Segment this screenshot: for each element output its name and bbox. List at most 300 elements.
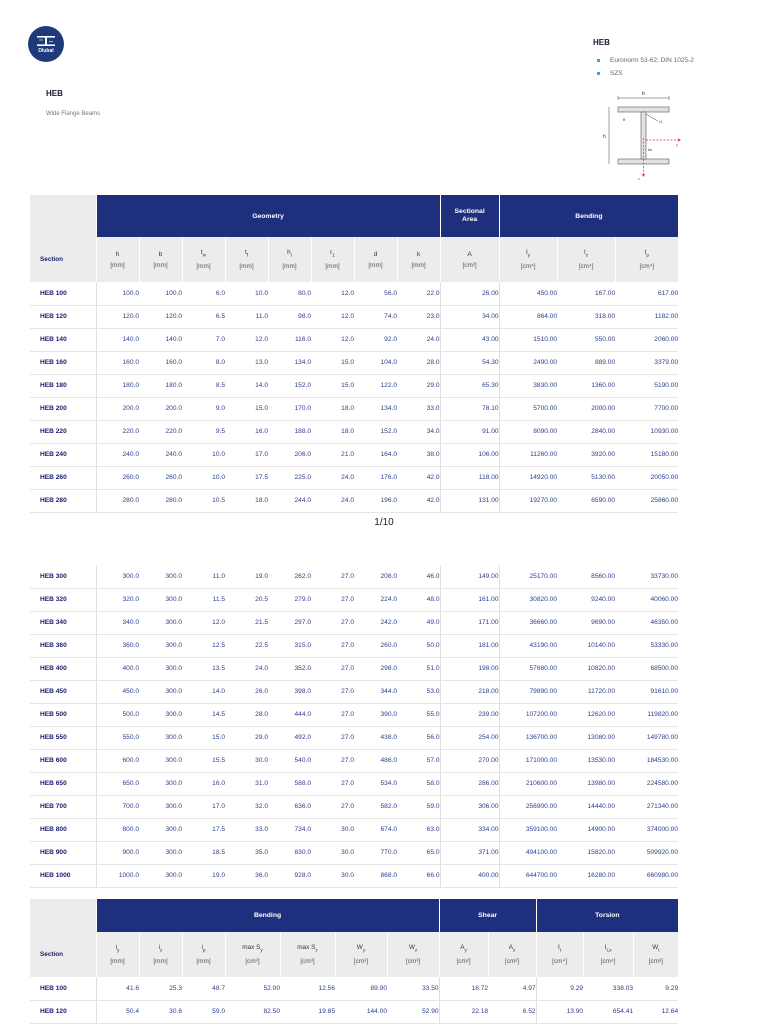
table-cell: 171000.00: [499, 749, 557, 772]
table-row: [30, 749, 678, 772]
row-section-name: HEB 650: [30, 772, 96, 795]
diagram-label-h: h: [603, 134, 606, 140]
table-cell: 500.0: [96, 703, 139, 726]
table-cell: 15820.00: [557, 841, 615, 864]
table-cell: 359100.00: [499, 818, 557, 841]
table-cell: 340.0: [96, 611, 139, 634]
table-cell: 12.56: [280, 977, 335, 1000]
table-cell: 78.10: [440, 397, 499, 420]
row-section-name: HEB 220: [30, 420, 96, 443]
table-cell: 398.0: [268, 680, 311, 703]
column-symbol: A: [467, 250, 472, 258]
column-subscript: z: [513, 948, 516, 954]
standard-item-norm: Euronorm 53-62; DIN 1025-2: [597, 57, 694, 70]
table-cell: 344.0: [354, 680, 397, 703]
table-cell: 286.00: [440, 772, 499, 795]
table-row: [30, 282, 678, 305]
table-cell: 224.0: [354, 588, 397, 611]
table-cell: 53.0: [397, 680, 440, 703]
group-bending: Bending: [499, 195, 678, 237]
table-cell: 25170.00: [499, 565, 557, 588]
table-cell: 9.5: [182, 420, 225, 443]
table-cell: 11.0: [182, 565, 225, 588]
column-subscript: i: [290, 253, 292, 259]
table2-column-header-0: [96, 932, 139, 977]
table-cell: 12.0: [311, 282, 354, 305]
column-unit: [mm]: [239, 263, 254, 271]
table-cell: 636.0: [268, 795, 311, 818]
table-cell: 134.0: [354, 397, 397, 420]
table-cell: 40060.00: [615, 588, 678, 611]
column-symbol: W: [408, 943, 415, 951]
group-shear: Shear: [439, 899, 536, 932]
column-symbol: I: [644, 248, 647, 256]
table-cell: 492.0: [268, 726, 311, 749]
table-cell: 52.90: [387, 1000, 439, 1023]
row-section-name: HEB 340: [30, 611, 96, 634]
table-cell: 68500.00: [615, 657, 678, 680]
table-cell: 15.0: [311, 351, 354, 374]
column-unit: [cm³]: [405, 958, 421, 966]
table-cell: 160.0: [96, 351, 139, 374]
table-cell: 30.0: [311, 818, 354, 841]
column-subscript: y: [117, 948, 120, 954]
column-unit: [cm²]: [456, 958, 471, 966]
table-cell: 180.0: [139, 374, 182, 397]
table-cell: 300.0: [139, 864, 182, 887]
table-cell: 242.0: [354, 611, 397, 634]
table-cell: 300.0: [139, 841, 182, 864]
table-cell: 16280.00: [557, 864, 615, 887]
table-cell: 770.0: [354, 841, 397, 864]
column-symbol: i: [158, 943, 160, 951]
row-section-name: HEB 260: [30, 466, 96, 489]
table-cell: 58.0: [397, 772, 440, 795]
table-cell: 27.0: [311, 749, 354, 772]
column-subscript: t: [559, 948, 562, 954]
table-cell: 12.0: [311, 328, 354, 351]
page-indicator: 1/10: [374, 517, 394, 528]
table-cell: 33.0: [397, 397, 440, 420]
properties-table-2: [30, 899, 678, 1024]
table-cell: 14440.00: [557, 795, 615, 818]
table-cell: 300.0: [139, 588, 182, 611]
table-cell: 33730.00: [615, 565, 678, 588]
column-unit: [cm³]: [353, 958, 369, 966]
table-row: [30, 305, 678, 328]
table-corner: [30, 195, 96, 237]
table-cell: 15.0: [225, 397, 268, 420]
table-cell: 240.0: [139, 443, 182, 466]
table-cell: 582.0: [354, 795, 397, 818]
table-cell: 144.00: [335, 1000, 387, 1023]
i-beam-section-diagram: [596, 88, 682, 182]
properties-table-page-1: [30, 195, 678, 513]
table-cell: 830.0: [268, 841, 311, 864]
column-subscript: y: [362, 948, 366, 954]
table-cell: 674.0: [354, 818, 397, 841]
table-cell: 280.0: [139, 489, 182, 512]
table-cell: 48.7: [182, 977, 225, 1000]
column-unit: [cm⁴]: [600, 958, 616, 966]
table-cell: 540.0: [268, 749, 311, 772]
table-cell: 360.0: [96, 634, 139, 657]
table-cell: 400.0: [96, 657, 139, 680]
row-section-name: HEB 100: [30, 282, 96, 305]
table2-column-header-3: [225, 932, 280, 977]
table-cell: 116.0: [268, 328, 311, 351]
table-cell: 50.4: [96, 1000, 139, 1023]
table-cell: 1000.0: [96, 864, 139, 887]
table-cell: 152.0: [354, 420, 397, 443]
table-cell: 160.0: [139, 351, 182, 374]
column-subscript: y: [260, 948, 263, 954]
table-cell: 889.00: [557, 351, 615, 374]
table-cell: 53330.00: [615, 634, 678, 657]
table-cell: 10.0: [182, 443, 225, 466]
table-cell: 63.0: [397, 818, 440, 841]
column-section-2: Section: [30, 932, 96, 977]
table-cell: 27.0: [311, 634, 354, 657]
table-cell: 352.0: [268, 657, 311, 680]
table-cell: 271340.00: [615, 795, 678, 818]
table-cell: 9.0: [182, 397, 225, 420]
row-section-name: HEB 360: [30, 634, 96, 657]
table-cell: 11260.00: [499, 443, 557, 466]
column-symbol: i: [201, 943, 203, 951]
table-cell: 30820.00: [499, 588, 557, 611]
diagram-label-z: z: [638, 176, 640, 181]
table-cell: 23.0: [397, 305, 440, 328]
column-symbol: i: [115, 943, 117, 951]
table-cell: 65.30: [440, 374, 499, 397]
table-cell: 1182.00: [615, 305, 678, 328]
table-cell: 6.5: [182, 305, 225, 328]
group-bending-2: Bending: [96, 899, 439, 932]
table-cell: 15.5: [182, 749, 225, 772]
table-cell: 18.0: [311, 397, 354, 420]
table1-column-header-9: [499, 237, 557, 282]
table-cell: 171.00: [440, 611, 499, 634]
table-cell: 297.0: [268, 611, 311, 634]
table-cell: 224580.00: [615, 772, 678, 795]
column-symbol: I: [584, 248, 586, 256]
column-unit: [mm]: [110, 261, 125, 269]
table-cell: 29.0: [397, 374, 440, 397]
column-subscript: t: [658, 948, 660, 954]
table-cell: 1510.00: [499, 328, 557, 351]
table-cell: 24.0: [225, 657, 268, 680]
table-cell: 300.0: [139, 565, 182, 588]
diagram-label-y: y: [676, 142, 678, 147]
table-cell: 700.0: [96, 795, 139, 818]
table-cell: 107200.00: [499, 703, 557, 726]
table-cell: 900.0: [96, 841, 139, 864]
table-cell: 17.5: [182, 818, 225, 841]
column-unit: [cm³]: [300, 958, 315, 966]
table-cell: 36.0: [225, 864, 268, 887]
table-row: [30, 795, 678, 818]
table-cell: 486.0: [354, 749, 397, 772]
table-cell: 59.0: [397, 795, 440, 818]
diagram-label-tf: tf: [623, 117, 626, 122]
table1-column-header-6: [354, 237, 397, 282]
table-cell: 5190.00: [615, 374, 678, 397]
table-cell: 152.0: [268, 374, 311, 397]
table-cell: 27.0: [311, 726, 354, 749]
table-cell: 198.00: [440, 657, 499, 680]
table-row: [30, 772, 678, 795]
table-cell: 239.00: [440, 703, 499, 726]
column-subscript: f: [246, 253, 249, 259]
table-cell: 21.0: [311, 443, 354, 466]
table-cell: 7700.00: [615, 397, 678, 420]
table-cell: 184530.00: [615, 749, 678, 772]
table-row: [30, 466, 678, 489]
table-cell: 161.00: [440, 588, 499, 611]
column-unit: [mm]: [153, 958, 168, 966]
table-cell: 588.0: [268, 772, 311, 795]
table-cell: 650.0: [96, 772, 139, 795]
group-sectional-area: [440, 195, 499, 237]
column-section: Section: [30, 237, 96, 282]
column-unit: [cm²]: [462, 261, 477, 269]
column-unit: [cm³]: [648, 958, 663, 966]
table2-column-header-9: [536, 932, 583, 977]
table-cell: 2490.00: [499, 351, 557, 374]
column-symbol: max S: [242, 943, 261, 951]
diagram-label-tw: tw: [648, 147, 652, 152]
table-cell: 3920.00: [557, 443, 615, 466]
table-cell: 260.0: [96, 466, 139, 489]
table-cell: 14920.00: [499, 466, 557, 489]
table-cell: 74.0: [354, 305, 397, 328]
row-section-name: HEB 180: [30, 374, 96, 397]
table-cell: 149.00: [440, 565, 499, 588]
table-cell: 42.0: [397, 466, 440, 489]
table-cell: 660980.00: [615, 864, 678, 887]
table-cell: 140.0: [139, 328, 182, 351]
table-cell: 600.0: [96, 749, 139, 772]
table2-column-header-1: [139, 932, 182, 977]
table-row: [30, 443, 678, 466]
table-cell: 13.0: [225, 351, 268, 374]
table-cell: 17.0: [182, 795, 225, 818]
table-cell: 32.0: [225, 795, 268, 818]
table2-column-header-4: [280, 932, 335, 977]
table-cell: 36660.00: [499, 611, 557, 634]
table-cell: 27.0: [311, 588, 354, 611]
table1-column-header-8: [440, 237, 499, 282]
table-cell: 300.0: [139, 611, 182, 634]
column-unit: [cm⁴]: [520, 263, 536, 271]
table-cell: 450.00: [499, 282, 557, 305]
table-cell: 196.0: [354, 489, 397, 512]
row-section-name: HEB 900: [30, 841, 96, 864]
column-unit: [cm³]: [245, 958, 260, 966]
table-cell: 14.0: [225, 374, 268, 397]
table-cell: 12.0: [182, 611, 225, 634]
table-row: [30, 565, 678, 588]
table-cell: 280.0: [96, 489, 139, 512]
table-cell: 27.0: [311, 795, 354, 818]
table-cell: 270.00: [440, 749, 499, 772]
table-cell: 13.90: [536, 1000, 583, 1023]
column-unit: [cm⁴]: [552, 958, 567, 966]
table-cell: 11720.00: [557, 680, 615, 703]
table-cell: 18.0: [225, 489, 268, 512]
table-cell: 33.0: [225, 818, 268, 841]
table-cell: 33.50: [387, 977, 439, 1000]
table-cell: 42.0: [397, 489, 440, 512]
table-cell: 260.0: [354, 634, 397, 657]
column-symbol: t: [200, 248, 203, 256]
table1-column-header-0: [96, 237, 139, 282]
table-cell: 734.0: [268, 818, 311, 841]
table-cell: 206.0: [268, 443, 311, 466]
table-row: [30, 351, 678, 374]
table2-column-header-5: [335, 932, 387, 977]
table-cell: 100.0: [139, 282, 182, 305]
table-cell: 41.6: [96, 977, 139, 1000]
table-cell: 240.0: [96, 443, 139, 466]
table-cell: 21.5: [225, 611, 268, 634]
table-cell: 10930.00: [615, 420, 678, 443]
table1-column-header-10: [557, 237, 615, 282]
properties-table-page-2: [30, 565, 678, 888]
table-cell: 298.0: [354, 657, 397, 680]
table-cell: 19270.00: [499, 489, 557, 512]
table-cell: 8.5: [182, 374, 225, 397]
table-cell: 225.0: [268, 466, 311, 489]
table-cell: 800.0: [96, 818, 139, 841]
table-cell: 30.0: [225, 749, 268, 772]
table-cell: 140.0: [96, 328, 139, 351]
table-cell: 22.18: [439, 1000, 488, 1023]
table-cell: 91610.00: [615, 680, 678, 703]
table-row: [30, 977, 678, 1000]
group-geometry: Geometry: [96, 195, 440, 237]
table-cell: 19.0: [225, 565, 268, 588]
table-cell: 122.0: [354, 374, 397, 397]
table-cell: 260.0: [139, 466, 182, 489]
column-unit: [cm⁴]: [639, 263, 655, 271]
column-symbol: W: [652, 943, 659, 951]
table-cell: 200.0: [96, 397, 139, 420]
column-unit: [mm]: [325, 263, 340, 271]
table-cell: 400.00: [440, 864, 499, 887]
table-cell: 134.0: [268, 351, 311, 374]
table-cell: 200.0: [139, 397, 182, 420]
table-cell: 30.0: [311, 864, 354, 887]
table-cell: 180.0: [96, 374, 139, 397]
column-symbol: I: [526, 248, 528, 256]
column-symbol: W: [356, 943, 363, 951]
row-section-name: HEB 400: [30, 657, 96, 680]
row-section-name: HEB 200: [30, 397, 96, 420]
table-cell: 6.52: [488, 1000, 536, 1023]
table-cell: 167.00: [557, 282, 615, 305]
column-symbol: d: [373, 250, 378, 258]
dlubal-logo: [28, 26, 64, 62]
table-cell: 25.3: [139, 977, 182, 1000]
column-unit: [mm]: [196, 958, 211, 966]
table-cell: 26.00: [440, 282, 499, 305]
column-symbol: h: [115, 250, 120, 258]
table-cell: 57.0: [397, 749, 440, 772]
table-cell: 6590.00: [557, 489, 615, 512]
row-section-name: HEB 1000: [30, 864, 96, 887]
row-section-name: HEB 550: [30, 726, 96, 749]
table-cell: 49.0: [397, 611, 440, 634]
row-section-name: HEB 300: [30, 565, 96, 588]
table-cell: 13980.00: [557, 772, 615, 795]
table-cell: 18.0: [311, 420, 354, 443]
table-cell: 12620.00: [557, 703, 615, 726]
table-cell: 374000.00: [615, 818, 678, 841]
row-section-name: HEB 700: [30, 795, 96, 818]
table2-column-header-7: [439, 932, 488, 977]
table2-column-header-8: [488, 932, 536, 977]
table-cell: 26.0: [225, 680, 268, 703]
table-cell: 19.0: [182, 864, 225, 887]
table-cell: 119820.00: [615, 703, 678, 726]
table-cell: 3379.00: [615, 351, 678, 374]
table-cell: 10.5: [182, 489, 225, 512]
table-cell: 300.0: [96, 565, 139, 588]
table-cell: 16.0: [182, 772, 225, 795]
page-subtitle: Wide Flange Beams: [46, 111, 101, 117]
table-cell: 15180.00: [615, 443, 678, 466]
table-cell: 59.0: [182, 1000, 225, 1023]
table-row: [30, 864, 678, 887]
group-sectional-area-label: Sectional Area: [454, 208, 485, 223]
table-cell: 279.0: [268, 588, 311, 611]
table-cell: 8090.00: [499, 420, 557, 443]
table-row: [30, 489, 678, 512]
column-symbol: b: [158, 250, 163, 258]
column-subscript: z: [315, 948, 318, 954]
table-cell: 46350.00: [615, 611, 678, 634]
table-cell: 6.0: [182, 282, 225, 305]
table-row: [30, 818, 678, 841]
table-cell: 65.0: [397, 841, 440, 864]
table-cell: 3830.00: [499, 374, 557, 397]
table-cell: 550.00: [557, 328, 615, 351]
table-cell: 300.0: [139, 818, 182, 841]
column-symbol: A: [508, 943, 514, 951]
table-cell: 868.0: [354, 864, 397, 887]
table-cell: 56.0: [354, 282, 397, 305]
column-subscript: z: [414, 948, 418, 954]
column-subscript: p: [646, 253, 650, 259]
table2-column-header-10: [583, 932, 633, 977]
table-row: [30, 657, 678, 680]
table-cell: 34.0: [397, 420, 440, 443]
table-cell: 534.0: [354, 772, 397, 795]
logo-text: Dlubal: [38, 47, 54, 54]
table-cell: 15.0: [182, 726, 225, 749]
table-cell: 13080.00: [557, 726, 615, 749]
table-row: [30, 588, 678, 611]
table-cell: 51.0: [397, 657, 440, 680]
table-cell: 27.0: [311, 703, 354, 726]
table1-column-header-7: [397, 237, 440, 282]
table-cell: 20.5: [225, 588, 268, 611]
table-cell: 106.00: [440, 443, 499, 466]
table-cell: 509920.00: [615, 841, 678, 864]
column-unit: [mm]: [153, 261, 168, 269]
